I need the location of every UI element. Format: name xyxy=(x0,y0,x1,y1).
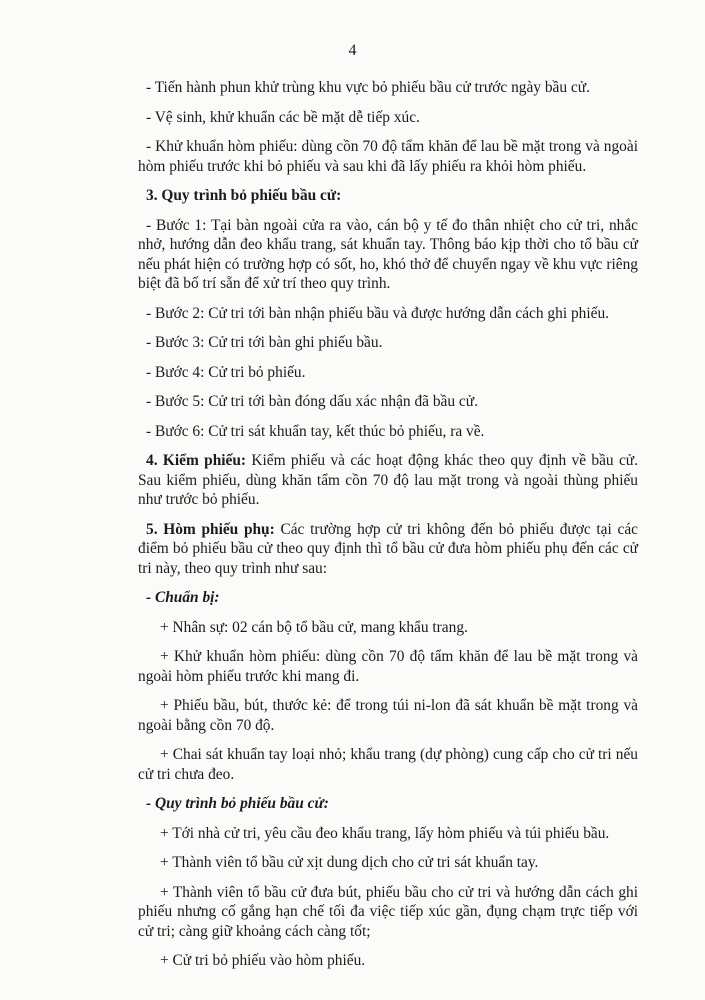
step-4: - Bước 4: Cử tri bỏ phiếu. xyxy=(146,363,306,381)
section-5-text: Các trường hợp cử tri không đến bỏ phiếu được tại các điểm bỏ phiếu bầu cử theo quy định thì tổ bầu cử đưa hòm phiếu phụ đến các cử tri này, theo quy trình như sau: xyxy=(138,520,638,577)
step-5: - Bước 5: Cử tri tới bàn đóng dấu xác nhận đã bầu cử. xyxy=(146,393,478,410)
section-5 xyxy=(138,520,638,579)
step-6: - Bước 6: Cử tri sát khuẩn tay, kết thúc bỏ phiếu, ra về. xyxy=(146,422,485,440)
step-2: - Bước 2: Cử tri tới bàn nhận phiếu bầu và được hướng dẫn cách ghi phiếu. xyxy=(146,304,609,322)
section-heading-4: 4. Kiểm phiếu: xyxy=(146,452,247,469)
subheading-prepare: - Chuẩn bị: xyxy=(146,589,220,606)
paragraph: - Vệ sinh, khử khuẩn các bề mặt dễ tiếp xúc. xyxy=(146,108,420,126)
step-1: - Bước 1: Tại bàn ngoài cửa ra vào, cán bộ y tế đo thân nhiệt cho cử tri, nhắc nhở, hướng dẫn đeo khẩu trang, sát khuẩn tay. Thông báo kịp thời cho tổ bầu cử nếu phát hiện có trường hợp có sốt, ho, khó thở để chuyển ngay về khu vực riêng biệt đã bố trí sẵn để xử trí theo quy trình. xyxy=(138,216,638,292)
step-3: - Bước 3: Cử tri tới bàn ghi phiếu bầu. xyxy=(146,334,383,351)
document-body xyxy=(138,78,638,981)
section-4 xyxy=(138,451,638,510)
list-item: + Thành viên tổ bầu cử đưa bút, phiếu bầu cho cử tri và hướng dẫn cách ghi phiếu nhưng cố gắng hạn chế tối đa việc tiếp xúc gần, đụng chạm trực tiếp với cử tri; càng giữ khoảng cách càng tốt; xyxy=(138,883,638,940)
list-item: + Phiếu bầu, bút, thước kẻ: để trong túi ni-lon đã sát khuẩn bề mặt trong và ngoài bằng cồn 70 độ. xyxy=(138,697,638,734)
section-heading-5: 5. Hòm phiếu phụ: xyxy=(146,520,275,538)
list-item: + Cử tri bỏ phiếu vào hòm phiếu. xyxy=(160,952,366,969)
list-item: + Chai sát khuẩn tay loại nhỏ; khẩu trang (dự phòng) cung cấp cho cử tri nếu cử tri chưa đeo. xyxy=(138,746,638,783)
section-4-text: Kiểm phiếu và các hoạt động khác theo quy định về bầu cử. Sau kiểm phiếu, dùng khăn tẩm cồn 70 độ lau mặt trong và ngoài thùng phiếu như trước bỏ phiếu. xyxy=(138,452,638,508)
page-number: 4 xyxy=(348,42,357,59)
subheading-procedure: - Quy trình bỏ phiếu bầu cử: xyxy=(146,795,329,812)
list-item: + Khử khuẩn hòm phiếu: dùng cồn 70 độ tẩm khăn để lau bề mặt trong và ngoài hòm phiếu trước khi mang đi. xyxy=(138,648,638,685)
paragraph: - Tiến hành phun khử trùng khu vực bỏ phiếu bầu cử trước ngày bầu cử. xyxy=(146,79,590,96)
section-heading-3: 3. Quy trình bỏ phiếu bầu cử: xyxy=(146,187,342,204)
paragraph: - Khử khuẩn hòm phiếu: dùng cồn 70 độ tẩm khăn để lau bề mặt trong và ngoài hòm phiếu trước khi bỏ phiếu và sau khi đã lấy phiếu ra khỏi hòm phiếu. xyxy=(138,138,638,175)
list-item: + Thành viên tổ bầu cử xịt dung dịch cho cử tri sát khuẩn tay. xyxy=(160,854,539,871)
list-item: + Nhân sự: 02 cán bộ tổ bầu cử, mang khẩu trang. xyxy=(160,618,468,636)
list-item: + Tới nhà cử tri, yêu cầu đeo khẩu trang, lấy hòm phiếu và túi phiếu bầu. xyxy=(160,824,610,842)
